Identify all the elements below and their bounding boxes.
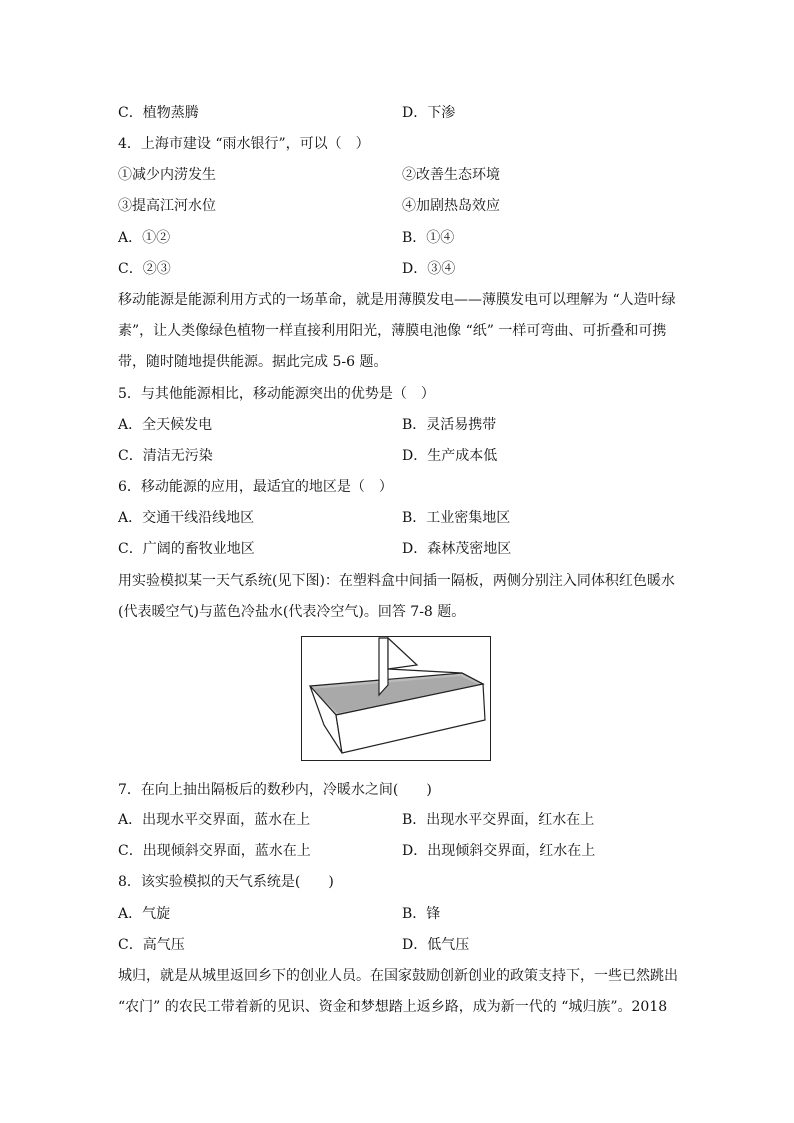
passage2-line1: 用实验模拟某一天气系统(见下图)：在塑料盒中间插一隔板，两侧分别注入同体积红色暖水	[118, 573, 675, 589]
q7-option-b: B．出现水平交界面，红水在上	[402, 812, 595, 828]
q7-option-a: A．出现水平交界面，蓝水在上	[118, 812, 311, 828]
passage1-line3: 带，随时随地提供能源。据此完成 5-6 题。	[118, 354, 388, 370]
q6-option-a: A．交通干线沿线地区	[118, 510, 255, 526]
partition-top-right	[388, 638, 417, 669]
partition-board	[379, 638, 388, 695]
q8-stem: 8．该实验模拟的天气系统是( )	[118, 874, 334, 890]
q4-item-3: ③提高江河水位	[118, 198, 216, 214]
q8-option-d: D．低气压	[402, 937, 470, 953]
q8-option-b: B．锋	[402, 906, 441, 922]
q7-stem: 7．在向上抽出隔板后的数秒内，冷暖水之间( )	[118, 782, 432, 798]
passage3-line2: “农门” 的农民工带着新的见识、资金和梦想踏上返乡路，成为新一代的 “城归族”。2018	[118, 999, 668, 1015]
q3-option-c: C．植物蒸腾	[118, 105, 199, 121]
q4-stem: 4．上海市建设 “雨水银行”，可以（ ）	[118, 136, 370, 152]
q6-option-b: B．工业密集地区	[402, 510, 511, 526]
q6-option-d: D．森林茂密地区	[402, 541, 512, 557]
q7-option-c: C．出现倾斜交界面，蓝水在上	[118, 843, 311, 859]
experiment-box-figure	[301, 636, 491, 761]
q6-option-c: C．广阔的畜牧业地区	[118, 541, 255, 557]
q4-option-a: A．①②	[118, 230, 171, 246]
q8-option-c: C．高气压	[118, 937, 185, 953]
q4-option-d: D．③④	[402, 261, 456, 277]
q6-stem: 6．移动能源的应用，最适宜的地区是（ ）	[118, 479, 393, 495]
passage1-line1: 移动能源是能源利用方式的一场革命，就是用薄膜发电——薄膜发电可以理解为 “人造叶绿	[118, 292, 676, 308]
q8-option-a: A．气旋	[118, 906, 171, 922]
q4-option-b: B．①④	[402, 230, 455, 246]
q5-option-d: D．生产成本低	[402, 448, 498, 464]
q4-option-c: C．②③	[118, 261, 171, 277]
passage3-line1: 城归，就是从城里返回乡下的创业人员。在国家鼓励创新创业的政策支持下，一些已然跳出	[118, 968, 678, 984]
q4-item-4: ④加剧热岛效应	[402, 198, 500, 214]
q5-option-b: B．灵活易携带	[402, 417, 497, 433]
q4-item-2: ②改善生态环境	[402, 167, 500, 183]
q4-item-1: ①减少内涝发生	[118, 167, 216, 183]
q7-option-d: D．出现倾斜交界面，红水在上	[402, 843, 596, 859]
q5-option-c: C．清洁无污染	[118, 448, 213, 464]
passage1-line2: 素”，让人类像绿色植物一样直接利用阳光，薄膜电池像 “纸” 一样可弯曲、可折叠和可携	[118, 323, 667, 339]
q3-option-d: D．下渗	[402, 105, 456, 121]
q5-stem: 5．与其他能源相比，移动能源突出的优势是（ ）	[118, 386, 435, 402]
passage2-line2: (代表暖空气)与蓝色冷盐水(代表冷空气)。回答 7-8 题。	[118, 604, 466, 620]
q5-option-a: A．全天候发电	[118, 417, 213, 433]
